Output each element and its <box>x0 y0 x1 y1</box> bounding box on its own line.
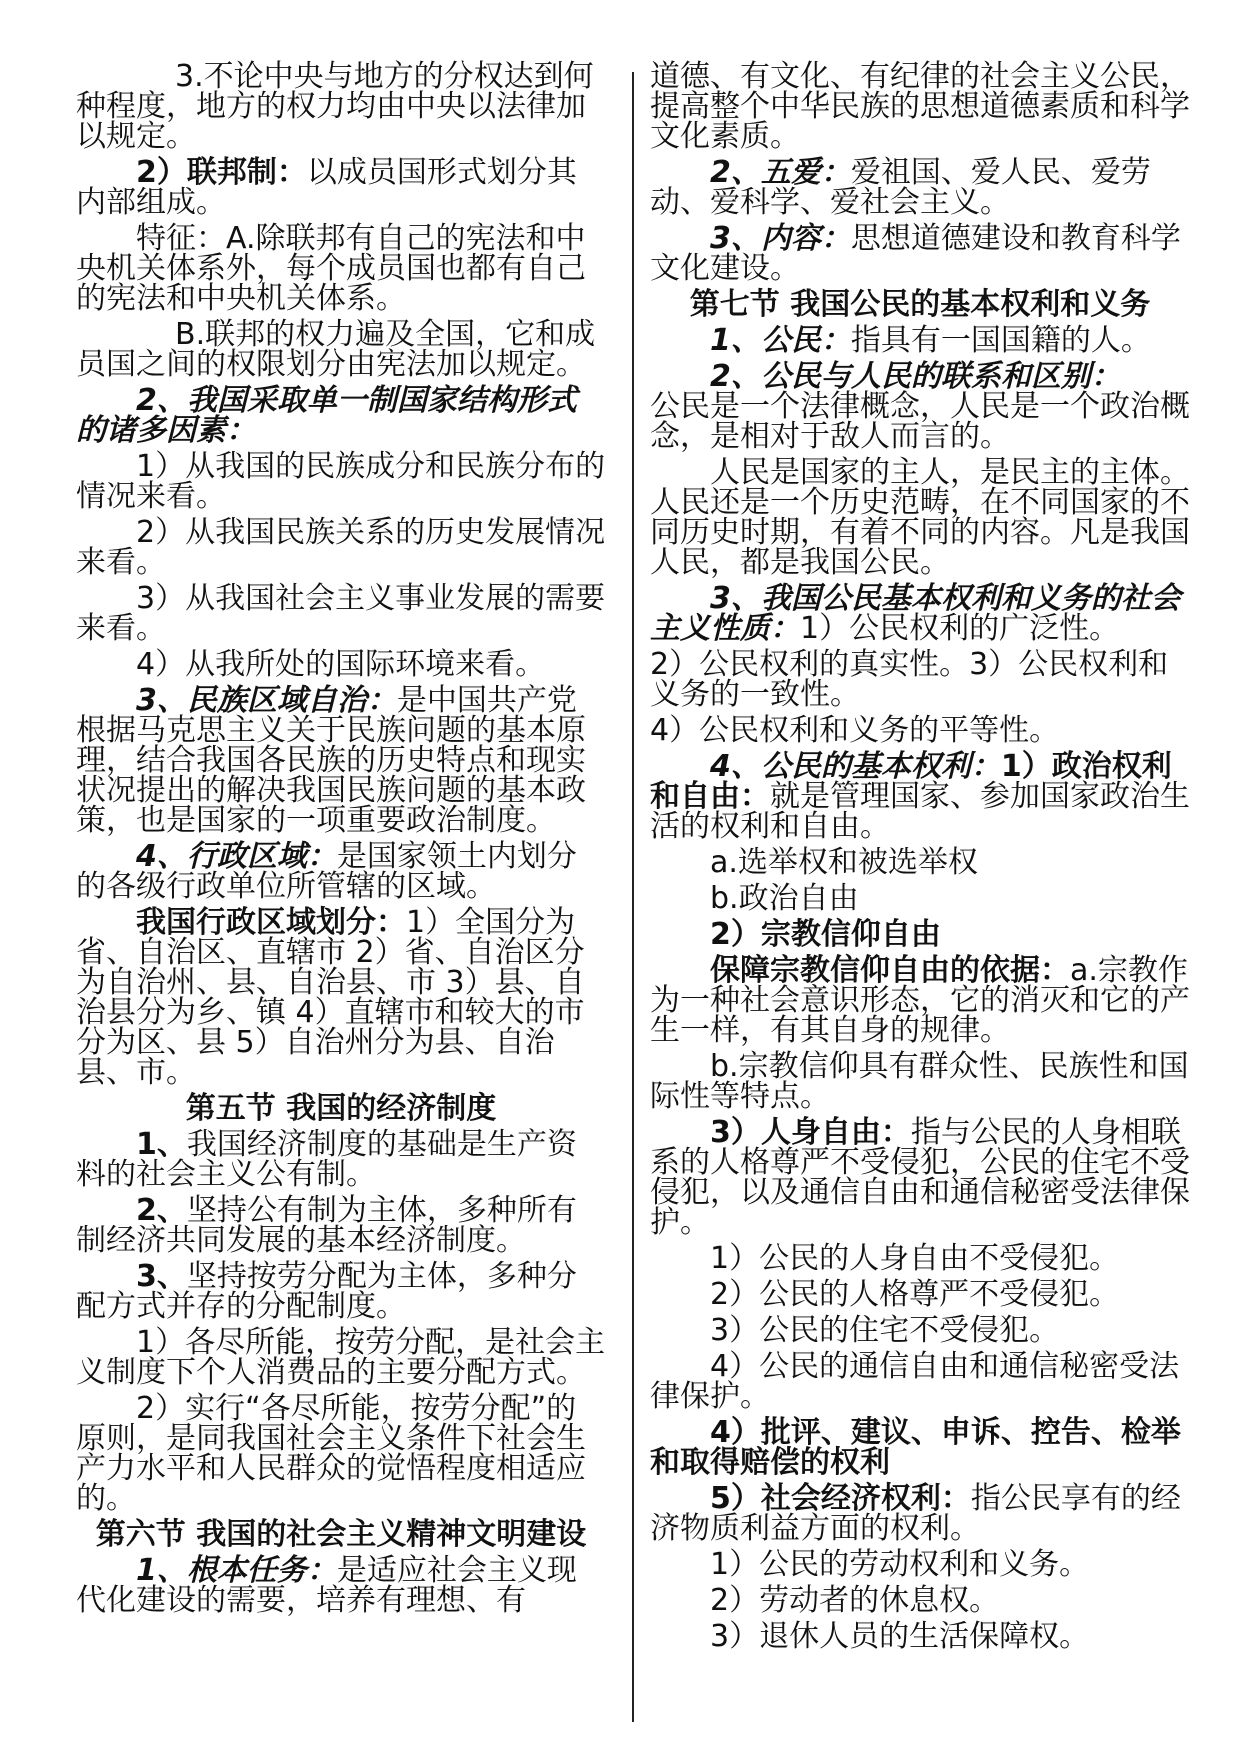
term: 2、 <box>136 1193 187 1228</box>
paragraph: 公民是一个法律概念，人民是一个政治概念，是相对于敌人而言的。 <box>650 389 1190 454</box>
paragraph <box>76 905 606 1090</box>
paragraph: 4）公民的通信自由和通信秘密受法律保护。 <box>650 1349 1180 1414</box>
term: 2）联邦制： <box>136 155 307 190</box>
text: 是中国共产党根据马克思主义关于民族问题的基本原理，结合我国各民族的历史特点和现实状况提出的解决我国民族问题的基本政策，也是国家的一项重要政治制度。 <box>76 683 586 838</box>
paragraph: 3.不论中央与地方的分权达到何种程度，地方的权力均由中央以法律加以规定。 <box>76 59 594 154</box>
paragraph <box>650 1115 1190 1240</box>
text: 以成员国形式划分其内部组成。 <box>76 155 577 220</box>
paragraph: 道德、有文化、有纪律的社会主义公民，提高整个中华民族的思想道德素质和科学文化素质。 <box>650 59 1190 154</box>
term: 1）政治权利和自由： <box>650 749 1172 814</box>
paragraph <box>76 1259 606 1324</box>
paragraph: 2）实行“各尽所能，按劳分配”的原则，是同我国社会主义条件下社会生产力水平和人民群众的觉悟程度相适应的。 <box>76 1391 586 1516</box>
term: 3、民族区域自治： <box>136 683 397 718</box>
term: 4、公民的基本权利： <box>710 749 1001 784</box>
paragraph <box>76 1193 606 1258</box>
paragraph <box>650 155 1190 220</box>
paragraph <box>650 749 1190 844</box>
text: 指公民享有的经济物质利益方面的权利。 <box>650 1481 1181 1546</box>
text: 爱祖国、爱人民、爱劳动、爱科学、爱社会主义。 <box>650 155 1151 220</box>
section-title: 第六节 我国的社会主义精神文明建设 <box>95 1517 587 1552</box>
section-heading: 2）宗教信仰自由 <box>710 917 941 952</box>
paragraph: 2）劳动者的休息权。 <box>710 1583 1000 1618</box>
term: 3、内容： <box>710 221 851 256</box>
right-column <box>650 59 1190 1654</box>
paragraph <box>76 1127 606 1192</box>
term: 3、 <box>136 1259 187 1294</box>
paragraph: 4）公民权利和义务的平等性。 <box>650 713 1060 748</box>
text: 是国家领土内划分的各级行政单位所管辖的区域。 <box>76 839 577 904</box>
term: 1、 <box>136 1127 187 1162</box>
paragraph: 1）各尽所能，按劳分配，是社会主义制度下个人消费品的主要分配方式。 <box>76 1325 606 1390</box>
text: a.宗教作为一种社会意识形态，它的消灭和它的产生一样，有其自身的规律。 <box>650 953 1190 1048</box>
text: 坚持按劳分配为主体，多种分配方式并存的分配制度。 <box>76 1259 577 1324</box>
paragraph: 3）退休人员的生活保障权。 <box>710 1619 1090 1654</box>
paragraph <box>76 155 606 220</box>
paragraph: 1）从我国的民族成分和民族分布的情况来看。 <box>76 449 606 514</box>
paragraph <box>76 1553 606 1618</box>
left-column <box>76 59 606 1618</box>
term: 2、五爱： <box>710 155 851 190</box>
term: 我国行政区域划分： <box>136 905 406 940</box>
text: 指具有一国国籍的人。 <box>850 323 1151 358</box>
text: 就是管理国家、参加国家政治生活的权利和自由。 <box>650 779 1190 844</box>
column-divider <box>632 72 634 1722</box>
term: 1、根本任务： <box>136 1553 337 1588</box>
term: 3）人身自由： <box>710 1115 911 1150</box>
paragraph <box>650 581 1190 646</box>
text: 思想道德建设和教育科学文化建设。 <box>650 221 1181 286</box>
term: 1、公民： <box>710 323 851 358</box>
paragraph: B.联邦的权力遍及全国，它和成员国之间的权限划分由宪法加以规定。 <box>76 317 596 382</box>
paragraph: 1）公民的人身自由不受侵犯。 <box>710 1241 1120 1276</box>
paragraph: 3）公民的住宅不受侵犯。 <box>710 1313 1060 1348</box>
paragraph <box>650 323 1190 358</box>
text: 是适应社会主义现代化建设的需要，培养有理想、有 <box>76 1553 577 1618</box>
paragraph: 特征：A.除联邦有自己的宪法和中央机关体系外，每个成员国也都有自己的宪法和中央机关体系。 <box>76 221 586 316</box>
paragraph <box>76 683 606 838</box>
paragraph: 2）公民权利的真实性。3）公民权利和义务的一致性。 <box>650 647 1169 712</box>
text: 1）公民权利的广泛性。 <box>800 611 1120 646</box>
paragraph <box>76 839 606 904</box>
term: 5）社会经济权利： <box>710 1481 971 1516</box>
text: 指与公民的人身相联系的人格尊严不受侵犯，公民的住宅不受侵犯，以及通信自由和通信秘密受法律保护。 <box>650 1115 1190 1240</box>
section-heading: 2、公民与人民的联系和区别： <box>710 359 1121 394</box>
paragraph: b.宗教信仰具有群众性、民族性和国际性等特点。 <box>650 1049 1189 1114</box>
paragraph: 3）从我国社会主义事业发展的需要来看。 <box>76 581 606 646</box>
term: 4、行政区域： <box>136 839 337 874</box>
paragraph <box>650 221 1190 286</box>
paragraph: b.政治自由 <box>710 881 859 916</box>
section-title: 第五节 我国的经济制度 <box>185 1091 497 1126</box>
paragraph <box>650 1481 1190 1546</box>
paragraph: 2）公民的人格尊严不受侵犯。 <box>710 1277 1120 1312</box>
section-heading: 4）批评、建议、申诉、控告、检举和取得赔偿的权利 <box>650 1415 1181 1480</box>
term: 保障宗教信仰自由的依据： <box>710 953 1070 988</box>
section-heading: 2、我国采取单一制国家结构形式的诸多因素： <box>76 383 577 448</box>
paragraph: 4）从我所处的国际环境来看。 <box>136 647 546 682</box>
paragraph: 人民是国家的主人，是民主的主体。人民还是一个历史范畴，在不同国家的不同历史时期，有着不同的内容。凡是我国人民，都是我国公民。 <box>650 455 1190 580</box>
term: 3、我国公民基本权利和义务的社会主义性质： <box>650 581 1181 646</box>
section-title: 第七节 我国公民的基本权利和义务 <box>689 287 1151 322</box>
paragraph: a.选举权和被选举权 <box>710 845 978 880</box>
text: 坚持公有制为主体，多种所有制经济共同发展的基本经济制度。 <box>76 1193 577 1258</box>
paragraph <box>650 953 1190 1048</box>
text: 我国经济制度的基础是生产资料的社会主义公有制。 <box>76 1127 577 1192</box>
paragraph: 2）从我国民族关系的历史发展情况来看。 <box>76 515 606 580</box>
paragraph: 1）公民的劳动权利和义务。 <box>710 1547 1090 1582</box>
text: 1）全国分为省、自治区、直辖市 2）省、自治区分为自治州、县、自治县、市 3）县、自治县分为乡、镇 4）直辖市和较大的市分为区、县 5）自治州分为县、自治县、市。 <box>76 905 585 1090</box>
